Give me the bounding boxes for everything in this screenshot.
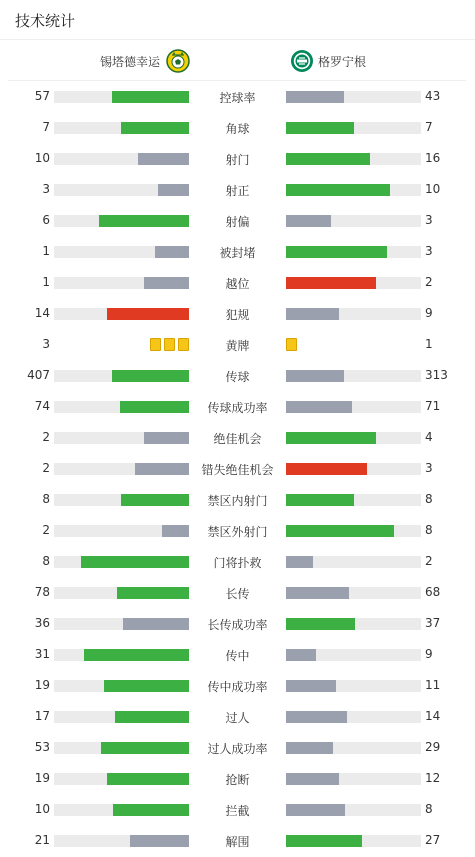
home-value: 8 xyxy=(42,554,50,568)
away-bar-track xyxy=(286,432,421,444)
stat-label: 长传 xyxy=(225,587,250,601)
away-value: 4 xyxy=(425,430,433,444)
home-bar-track xyxy=(54,494,189,506)
stat-row xyxy=(0,515,475,546)
home-bar-track xyxy=(54,711,189,723)
stat-label: 过人 xyxy=(225,711,250,725)
home-value: 74 xyxy=(34,399,50,413)
stat-label: 被封堵 xyxy=(219,246,256,260)
away-value: 9 xyxy=(425,647,433,661)
stat-row xyxy=(0,298,475,329)
stat-row xyxy=(0,577,475,608)
away-bar-fill xyxy=(286,122,354,134)
home-value: 57 xyxy=(34,89,50,103)
away-bar-fill xyxy=(286,587,349,599)
away-value: 2 xyxy=(425,275,433,289)
home-bar-fill xyxy=(121,122,189,134)
stat-label: 解围 xyxy=(225,835,250,849)
away-bar-track xyxy=(286,773,421,785)
stat-row xyxy=(0,112,475,143)
away-bar-track xyxy=(286,494,421,506)
home-yellow-cards xyxy=(150,338,189,351)
stat-label: 过人成功率 xyxy=(207,742,268,756)
stat-label: 错失绝佳机会 xyxy=(201,463,274,477)
away-bar-fill xyxy=(286,556,313,568)
home-value: 21 xyxy=(34,833,50,847)
stat-label: 传球 xyxy=(225,370,250,384)
home-value: 19 xyxy=(34,678,50,692)
stat-label: 角球 xyxy=(225,122,250,136)
away-team-name: 格罗宁根 xyxy=(318,54,367,69)
home-bar-fill xyxy=(99,215,189,227)
home-bar-fill xyxy=(162,525,189,537)
away-value: 8 xyxy=(425,523,433,537)
home-bar-fill xyxy=(123,618,189,630)
home-bar-track xyxy=(54,215,189,227)
home-bar-fill xyxy=(101,742,189,754)
home-bar-fill xyxy=(144,277,189,289)
away-bar-track xyxy=(286,91,421,103)
away-bar-track xyxy=(286,711,421,723)
away-bar-track xyxy=(286,215,421,227)
stat-row xyxy=(0,236,475,267)
home-bar-fill xyxy=(112,91,189,103)
away-value: 3 xyxy=(425,244,433,258)
away-bar-fill xyxy=(286,463,367,475)
stat-row xyxy=(0,825,475,856)
home-value: 6 xyxy=(42,213,50,227)
home-bar-track xyxy=(54,680,189,692)
away-value: 3 xyxy=(425,213,433,227)
teams-row xyxy=(8,41,466,81)
away-bar-track xyxy=(286,184,421,196)
away-bar-fill xyxy=(286,432,376,444)
away-value: 2 xyxy=(425,554,433,568)
stat-label: 传球成功率 xyxy=(207,401,268,415)
away-bar-track xyxy=(286,401,421,413)
away-bar-fill xyxy=(286,680,336,692)
away-value: 7 xyxy=(425,120,433,134)
home-bar-track xyxy=(54,835,189,847)
away-bar-track xyxy=(286,587,421,599)
home-value: 8 xyxy=(42,492,50,506)
away-bar-track xyxy=(286,277,421,289)
home-value: 78 xyxy=(34,585,50,599)
home-bar-track xyxy=(54,587,189,599)
stat-row xyxy=(0,422,475,453)
stat-row xyxy=(0,391,475,422)
stat-row xyxy=(0,608,475,639)
away-bar-fill xyxy=(286,277,376,289)
stat-row xyxy=(0,670,475,701)
home-bar-track xyxy=(54,525,189,537)
away-value: 11 xyxy=(425,678,441,692)
home-value: 19 xyxy=(34,771,50,785)
away-yellow-cards xyxy=(286,338,297,351)
away-bar-track xyxy=(286,122,421,134)
stat-label: 传中成功率 xyxy=(207,680,268,694)
stat-label: 门将扑救 xyxy=(213,556,262,570)
home-bar-fill xyxy=(130,835,189,847)
away-bar-fill xyxy=(286,184,390,196)
home-value: 2 xyxy=(42,461,50,475)
stats-list xyxy=(0,81,475,856)
away-value: 16 xyxy=(425,151,441,165)
away-value: 68 xyxy=(425,585,441,599)
away-value: 14 xyxy=(425,709,441,723)
stat-label: 射偏 xyxy=(225,215,250,229)
away-bar-fill xyxy=(286,494,354,506)
away-bar-track xyxy=(286,246,421,258)
home-bar-track xyxy=(54,556,189,568)
home-bar-track xyxy=(54,91,189,103)
stat-label: 黄牌 xyxy=(225,339,250,353)
away-value: 43 xyxy=(425,89,441,103)
home-bar-fill xyxy=(104,680,189,692)
away-value: 9 xyxy=(425,306,433,320)
stat-row xyxy=(0,546,475,577)
away-bar-fill xyxy=(286,742,333,754)
home-bar-fill xyxy=(112,370,189,382)
stat-label: 禁区外射门 xyxy=(207,525,268,539)
home-value: 17 xyxy=(34,709,50,723)
away-value: 29 xyxy=(425,740,441,754)
stat-row xyxy=(0,794,475,825)
away-value: 8 xyxy=(425,492,433,506)
home-bar-track xyxy=(54,804,189,816)
home-bar-fill xyxy=(107,308,189,320)
away-value: 10 xyxy=(425,182,441,196)
home-value: 14 xyxy=(34,306,50,320)
home-bar-track xyxy=(54,773,189,785)
away-bar-fill xyxy=(286,215,331,227)
yellow-card-icon xyxy=(286,338,297,351)
stat-label: 射门 xyxy=(225,153,250,167)
away-value: 37 xyxy=(425,616,441,630)
home-bar-track xyxy=(54,308,189,320)
stat-label: 禁区内射门 xyxy=(207,494,268,508)
away-value: 27 xyxy=(425,833,441,847)
stat-label: 控球率 xyxy=(219,91,256,105)
away-value: 8 xyxy=(425,802,433,816)
away-bar-fill xyxy=(286,804,345,816)
home-value: 1 xyxy=(42,244,50,258)
home-value: 2 xyxy=(42,430,50,444)
home-value: 36 xyxy=(34,616,50,630)
home-value: 407 xyxy=(27,368,50,382)
stat-row xyxy=(0,205,475,236)
away-bar-track xyxy=(286,835,421,847)
away-bar-track xyxy=(286,153,421,165)
away-bar-fill xyxy=(286,246,387,258)
away-bar-fill xyxy=(286,401,352,413)
stats-header xyxy=(0,0,475,40)
away-bar-fill xyxy=(286,711,347,723)
away-bar-fill xyxy=(286,308,339,320)
home-bar-track xyxy=(54,277,189,289)
stat-row xyxy=(0,267,475,298)
away-bar-fill xyxy=(286,618,355,630)
away-bar-track xyxy=(286,649,421,661)
fortuna-sittard-logo-icon xyxy=(166,49,190,73)
stat-row xyxy=(0,453,475,484)
stat-row xyxy=(0,701,475,732)
stat-row xyxy=(0,732,475,763)
away-bar-fill xyxy=(286,649,316,661)
away-value: 71 xyxy=(425,399,441,413)
away-bar-track xyxy=(286,370,421,382)
home-bar-fill xyxy=(121,494,189,506)
home-value: 53 xyxy=(34,740,50,754)
away-bar-fill xyxy=(286,835,362,847)
home-bar-track xyxy=(54,742,189,754)
home-bar-track xyxy=(54,649,189,661)
home-value: 3 xyxy=(42,182,50,196)
home-bar-track xyxy=(54,432,189,444)
home-bar-fill xyxy=(144,432,189,444)
home-bar-track xyxy=(54,246,189,258)
away-bar-track xyxy=(286,525,421,537)
away-bar-fill xyxy=(286,525,394,537)
stat-row xyxy=(0,81,475,112)
away-value: 1 xyxy=(425,337,433,351)
away-bar-fill xyxy=(286,773,339,785)
home-value: 2 xyxy=(42,523,50,537)
away-value: 313 xyxy=(425,368,448,382)
home-value: 1 xyxy=(42,275,50,289)
away-bar-track xyxy=(286,680,421,692)
home-bar-fill xyxy=(138,153,189,165)
home-bar-fill xyxy=(158,184,189,196)
away-bar-track xyxy=(286,618,421,630)
away-bar-track xyxy=(286,556,421,568)
stat-row xyxy=(0,329,475,360)
away-value: 12 xyxy=(425,771,441,785)
home-bar-fill xyxy=(113,804,189,816)
stat-label: 越位 xyxy=(225,277,250,291)
home-team[interactable] xyxy=(100,41,190,81)
away-team[interactable] xyxy=(290,41,366,81)
home-bar-track xyxy=(54,370,189,382)
stat-row xyxy=(0,360,475,391)
stat-label: 传中 xyxy=(225,649,250,663)
stat-row xyxy=(0,763,475,794)
home-team-name: 锡塔德幸运 xyxy=(99,54,160,69)
yellow-card-icon xyxy=(150,338,161,351)
home-bar-track xyxy=(54,184,189,196)
stat-label: 射正 xyxy=(225,184,250,198)
away-bar-track xyxy=(286,308,421,320)
yellow-card-icon xyxy=(178,338,189,351)
stat-row xyxy=(0,143,475,174)
stat-row xyxy=(0,484,475,515)
yellow-card-icon xyxy=(164,338,175,351)
away-bar-track xyxy=(286,804,421,816)
away-bar-track xyxy=(286,742,421,754)
fc-groningen-logo-icon xyxy=(290,49,314,73)
home-bar-track xyxy=(54,463,189,475)
away-value: 3 xyxy=(425,461,433,475)
away-bar-fill xyxy=(286,370,344,382)
home-value: 10 xyxy=(34,151,50,165)
home-value: 3 xyxy=(42,337,50,351)
home-bar-track xyxy=(54,401,189,413)
home-bar-fill xyxy=(135,463,189,475)
stat-label: 长传成功率 xyxy=(207,618,268,632)
stat-row xyxy=(0,174,475,205)
away-bar-fill xyxy=(286,153,370,165)
away-bar-track xyxy=(286,463,421,475)
home-bar-fill xyxy=(117,587,189,599)
home-bar-track xyxy=(54,153,189,165)
home-bar-fill xyxy=(115,711,189,723)
home-bar-fill xyxy=(155,246,189,258)
page-title: 技术统计 xyxy=(15,12,76,30)
stat-label: 拦截 xyxy=(225,804,250,818)
home-bar-fill xyxy=(84,649,189,661)
home-bar-track xyxy=(54,618,189,630)
home-bar-fill xyxy=(120,401,189,413)
home-value: 10 xyxy=(34,802,50,816)
home-bar-fill xyxy=(107,773,189,785)
stat-label: 犯规 xyxy=(225,308,250,322)
stat-label: 绝佳机会 xyxy=(213,432,262,446)
stat-row xyxy=(0,639,475,670)
home-value: 7 xyxy=(42,120,50,134)
home-value: 31 xyxy=(34,647,50,661)
away-bar-fill xyxy=(286,91,344,103)
home-bar-fill xyxy=(81,556,189,568)
home-bar-track xyxy=(54,122,189,134)
stat-label: 抢断 xyxy=(225,773,250,787)
